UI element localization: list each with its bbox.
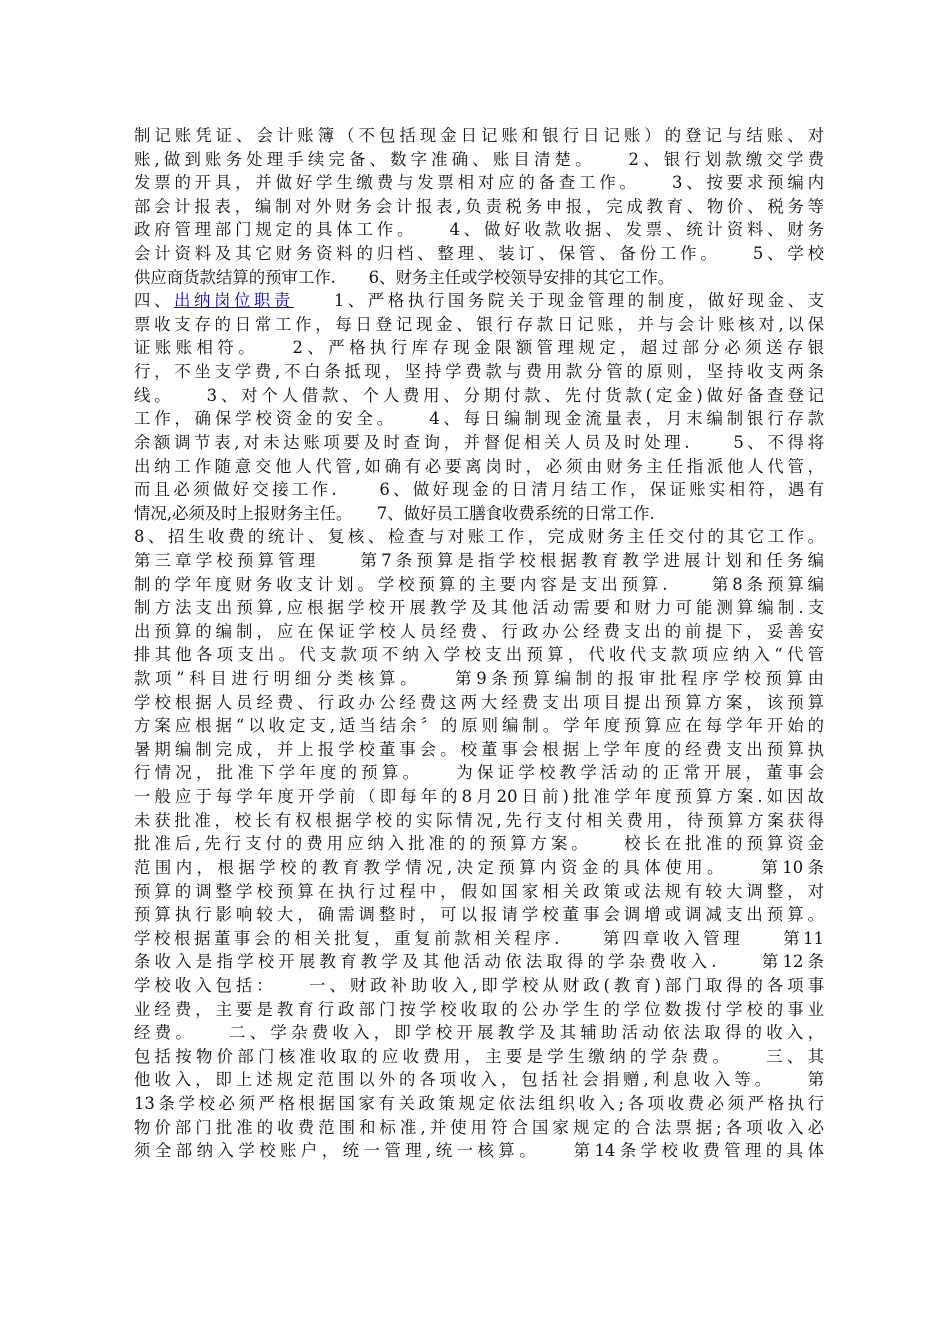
text-line: 预算执行影响较大，确需调整时，可以报请学校董事会调增或调减支出预算。 [134,905,824,925]
text-line: 物价部门批准的收费范围和标准,并使用符合国家规定的合法票据;各项收入必 [134,1117,824,1137]
text-line: 他收入，即上述规定范围以外的各项收入，包括社会捐赠,利息收入等。 第 [134,1070,824,1090]
text-line: 会计资料及其它财务资料的归档、整理、装订、保管、备份工作。 5、学校 [134,244,824,264]
text-line: 情况,必须及时上报财务主任。 7、做好员工膳食收费系统的日常工作. [134,503,655,523]
text-line: 款项”科目进行明细分类核算。 第9条预算编制的报审批程序学校预算由 [134,669,824,689]
section-prefix: 四、 [134,291,174,311]
cashier-duties-link[interactable]: 出纳岗位职责 [173,291,294,311]
text-line: 出纳工作随意交他人代管,如确有必要离岗时，必须由财务主任指派他人代管， [134,456,824,476]
text-line: 供应商货款结算的预审工作. 6、财务主任或学校领导安排的其它工作。 [134,267,675,287]
text-line: 发票的开具，并做好学生缴费与发票相对应的备查工作。 3、按要求预编内 [134,173,824,193]
text-line: 业经费，主要是教育行政部门按学校收取的公办学生的学位数拨付学校的事业 [134,999,824,1019]
text-line: 暑期编制完成，并上报学校董事会。校董事会根据上学年度的经费支出预算执 [134,739,824,759]
text-line: 学校根据董事会的相关批复，重复前款相关程序. 第四章收入管理 第11 [134,928,824,948]
text-line: 第三章学校预算管理 第7条预算是指学校根据教育教学进展计划和任务编 [134,550,824,570]
text-line: 条收入是指学校开展教育教学及其他活动依法取得的学杂费收入. 第12条 [134,952,824,972]
text-line: 13条学校必须严格根据国家有关政策规定依法组织收入;各项收费必须严格执行 [134,1093,824,1113]
text-line: 制的学年度财务收支计划。学校预算的主要内容是支出预算. 第8条预算编 [134,574,824,594]
document-body [134,124,824,1163]
text-line: 须全部纳入学校账户，统一管理,统一核算。 第14条学校收费管理的具体 [134,1141,824,1161]
text-line: 经费。 二、学杂费收入，即学校开展教学及其辅助活动依法取得的收入， [134,1023,824,1043]
text-line: 批准后,先行支付的费用应纳入批准的的预算方案。 校长在批准的预算资金 [134,834,824,854]
text-line: 行情况，批准下学年度的预算。 为保证学校教学活动的正常开展，董事会 [134,763,824,783]
text-line: 部会计报表，编制对外财务会计报表,负责税务申报，完成教育、物价、税务等 [134,196,824,216]
text-line: 学校根据人员经费、行政办公经费这两大经费支出项目提出预算方案，该预算 [134,692,824,712]
text-line: 学校收入包括： 一、财政补助收入,即学校从财政(教育)部门取得的各项事 [134,975,824,995]
text-line: 制方法支出预算,应根据学校开展教学及其他活动需要和财力可能测算编制.支 [134,598,824,618]
text-line: 工作，确保学校资金的安全。 4、每日编制现金流量表，月末编制银行存款 [134,409,824,429]
text-line: 排其他各项支出。代支款项不纳入学校支出预算，代收代支款项应纳入“代管 [134,645,824,665]
text-line: 8、招生收费的统计、复核、检查与对账工作，完成财务主任交付的其它工作。 [134,527,824,547]
text-line: 未获批准，校长有权根据学校的实际情况,先行支付相关费用，待预算方案获得 [134,810,824,830]
section-text: 1、严格执行国务院关于现金管理的制度，做好现金、支 [293,291,824,311]
text-line: 证账账相符。 2、严格执行库存现金限额管理规定，超过部分必须送存银 [134,338,824,358]
text-line: 预算的调整学校预算在执行过程中，假如国家相关政策或法规有较大调整，对 [134,881,824,901]
text-line: 一般应于每学年度开学前（即每年的8月20日前)批准学年度预算方案.如因故 [134,787,824,807]
text-line: 政府管理部门规定的具体工作。 4、做好收款收据、发票、统计资料、财务 [134,220,824,240]
text-line: 方案应根据“以收定支,适当结余〞的原则编制。学年度预算应在每学年开始的 [134,716,824,736]
text-line: 行，不坐支学费,不白条抵现，坚持学费款与费用款分管的原则，坚持收支两条 [134,362,824,382]
text-line: 包括按物价部门核准收取的应收费用，主要是学生缴纳的学杂费。 三、其 [134,1046,824,1066]
text-line: 票收支存的日常工作，每日登记现金、银行存款日记账，并与会计账核对,以保 [134,314,824,334]
text-line: 制记账凭证、会计账簿（不包括现金日记账和银行日记账）的登记与结账、对 [134,126,824,145]
text-line: 账,做到账务处理手续完备、数字准确、账目清楚。 2、银行划款缴交学费 [134,149,824,169]
text-line: 余额调节表,对未达账项要及时查询，并督促相关人员及时处理. 5、不得将 [134,432,824,452]
text-line: 而且必须做好交接工作. 6、做好现金的日清月结工作，保证账实相符，遇有 [134,480,824,500]
text-line: 出预算的编制，应在保证学校人员经费、行政办公经费支出的前提下，妥善安 [134,621,824,641]
text-line-with-link [134,289,824,313]
text-line: 线。 3、对个人借款、个人费用、分期付款、先付货款(定金)做好备查登记 [134,385,824,405]
text-line: 范围内，根据学校的教育教学情况,决定预算内资金的具体使用。 第10条 [134,857,824,877]
